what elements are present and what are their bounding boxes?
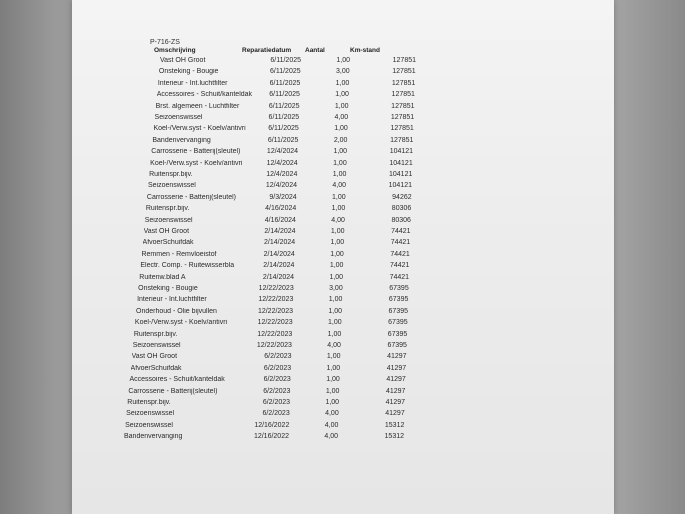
cell-quantity: 1,00	[332, 193, 346, 201]
cell-quantity: 4,00	[331, 216, 345, 224]
cell-description: Onderhoud - Olie bijvullen	[136, 307, 217, 315]
cell-quantity: 1,00	[330, 228, 345, 235]
cell-description: Seizoenswissel	[148, 182, 196, 190]
cell-description: Seizoenswissel	[132, 342, 181, 349]
cell-km: 74421	[390, 239, 411, 247]
cell-description: Bandenvervanging	[124, 433, 183, 441]
cell-quantity: 1,00	[335, 91, 349, 99]
cell-quantity: 1,00	[325, 387, 340, 395]
cell-description: Accessoires - Schuit/kanteldak	[129, 376, 225, 384]
cell-quantity: 3,00	[329, 285, 343, 292]
cell-description: Electr. Comp. - Ruitewisserbla	[140, 262, 235, 270]
cell-description: Koel-/Verw.syst - Koelv/antivri	[150, 159, 243, 167]
cell-quantity: 1,00	[335, 79, 350, 87]
cell-km: 127851	[390, 136, 414, 144]
cell-description: Vast OH Groot	[143, 228, 190, 235]
table-row	[72, 194, 614, 204]
cell-date: 12/22/2023	[258, 285, 294, 292]
header-quantity: Aantal	[305, 47, 325, 54]
cell-date: 6/11/2025	[270, 68, 301, 76]
cell-km: 104121	[389, 171, 413, 178]
table-row	[72, 388, 614, 398]
cell-description: Onsteking - Bougie	[138, 285, 198, 292]
table-row	[72, 308, 614, 318]
cell-date: 2/14/2024	[264, 239, 296, 247]
table-row	[72, 365, 614, 375]
table-row	[72, 410, 614, 420]
cell-description: Bandenvervanging	[152, 136, 211, 144]
cell-description: Interieur - Int.luchtfilter	[137, 296, 207, 304]
cell-km: 41297	[386, 364, 407, 372]
cell-km: 127851	[391, 91, 415, 99]
cell-km: 127851	[390, 114, 415, 121]
cell-quantity: 1,00	[325, 399, 340, 406]
cell-km: 15312	[384, 421, 405, 429]
table-row	[72, 433, 614, 443]
cell-km: 104121	[388, 182, 412, 190]
cell-description: Seizoenswissel	[125, 421, 173, 429]
cell-date: 6/11/2025	[268, 102, 300, 110]
cell-date: 4/16/2024	[265, 205, 297, 213]
cell-km: 15312	[384, 433, 404, 441]
cell-quantity: 2,00	[333, 136, 348, 144]
cell-km: 74421	[389, 273, 410, 281]
cell-description: Koel-/Verw.syst - Koelv/antivri	[153, 125, 246, 133]
table-row	[72, 137, 614, 147]
cell-quantity: 4,00	[334, 114, 349, 121]
cell-date: 6/11/2025	[269, 79, 301, 87]
cell-quantity: 1,00	[336, 57, 350, 64]
cell-quantity: 1,00	[332, 171, 347, 178]
cell-date: 6/2/2023	[262, 399, 291, 406]
cell-quantity: 1,00	[329, 273, 344, 281]
cell-description: AfvoerSchuifdak	[130, 364, 182, 372]
cell-date: 12/22/2023	[258, 296, 294, 304]
cell-km: 41297	[386, 376, 406, 384]
maintenance-history-document	[72, 0, 614, 514]
cell-km: 94262	[392, 193, 412, 201]
cell-km: 74421	[389, 262, 410, 270]
cell-date: 12/4/2024	[266, 159, 298, 167]
table-row	[72, 274, 614, 284]
cell-date: 6/2/2023	[263, 364, 292, 372]
cell-quantity: 1,00	[333, 148, 348, 156]
table-row	[72, 239, 614, 249]
table-row	[72, 103, 614, 113]
cell-description: Accessoires - Schuit/kanteldak	[156, 91, 253, 99]
cell-description: Carrosserie - Batterij(sleutel)	[151, 148, 241, 156]
cell-quantity: 1,00	[328, 307, 342, 315]
license-plate: P-716-ZS	[150, 39, 180, 46]
table-row	[72, 80, 614, 90]
cell-description: Vast OH Groot	[131, 353, 178, 361]
cell-km: 127851	[391, 102, 415, 110]
header-description: Omschrijving	[154, 47, 196, 54]
cell-date: 12/16/2022	[254, 421, 290, 429]
cell-quantity: 3,00	[336, 68, 350, 76]
table-row	[72, 125, 614, 135]
cell-description: Ruitenspr.bijv.	[149, 171, 193, 178]
cell-km: 67395	[388, 296, 409, 304]
cell-date: 9/3/2024	[269, 193, 297, 201]
table-row	[72, 228, 614, 238]
cell-km: 41297	[385, 410, 405, 418]
cell-date: 6/11/2025	[269, 91, 300, 99]
table-row	[72, 217, 614, 227]
table-row	[72, 114, 614, 124]
cell-km: 127851	[392, 68, 416, 76]
cell-km: 104121	[389, 148, 414, 156]
cell-quantity: 4,00	[324, 421, 339, 429]
cell-description: Ruitenspr.bijv.	[133, 330, 178, 338]
cell-date: 12/22/2023	[256, 342, 292, 349]
table-row	[72, 376, 614, 386]
cell-quantity: 1,00	[327, 330, 342, 338]
cell-date: 12/4/2024	[265, 182, 297, 190]
cell-date: 2/14/2024	[263, 262, 295, 270]
cell-quantity: 1,00	[326, 364, 341, 372]
cell-date: 6/11/2025	[268, 125, 299, 133]
cell-description: Interieur - Int.luchtfilter	[157, 79, 228, 87]
cell-description: Carrosserie - Batterij(sleutel)	[128, 387, 218, 395]
cell-quantity: 4,00	[325, 410, 339, 418]
cell-quantity: 1,00	[328, 319, 342, 327]
table-row	[72, 399, 614, 409]
table-row	[72, 296, 614, 306]
cell-km: 127851	[390, 125, 414, 133]
cell-quantity: 1,00	[328, 296, 343, 304]
table-row	[72, 91, 614, 101]
cell-description: Ruitenw.blad A	[139, 273, 186, 281]
table-row	[72, 353, 614, 363]
cell-description: Onsteking - Bougie	[158, 68, 219, 76]
cell-date: 4/16/2024	[264, 216, 296, 224]
header-date: Reparatiedatum	[242, 47, 292, 54]
cell-description: Carrosserie - Batterij(sleutel)	[146, 193, 236, 201]
cell-quantity: 4,00	[324, 433, 338, 441]
cell-date: 6/2/2023	[264, 353, 292, 361]
table-row	[72, 148, 614, 158]
cell-date: 6/2/2023	[263, 376, 291, 384]
cell-date: 12/22/2023	[257, 330, 293, 338]
cell-km: 67395	[387, 330, 408, 338]
table-row	[72, 182, 614, 192]
table-row	[72, 171, 614, 181]
cell-date: 12/22/2023	[257, 307, 293, 315]
cell-description: Brst. algemeen - Luchtfilter	[155, 102, 240, 110]
cell-date: 2/14/2024	[263, 250, 295, 258]
table-row	[72, 319, 614, 329]
cell-km: 41297	[385, 399, 406, 406]
cell-quantity: 4,00	[327, 342, 341, 349]
table-row	[72, 422, 614, 432]
cell-date: 12/4/2024	[266, 148, 299, 156]
cell-km: 127851	[392, 57, 416, 64]
cell-date: 6/2/2023	[262, 410, 290, 418]
cell-quantity: 1,00	[330, 239, 345, 247]
table-row	[72, 331, 614, 341]
cell-date: 12/22/2023	[257, 319, 293, 327]
cell-quantity: 1,00	[329, 262, 344, 270]
table-row	[72, 262, 614, 272]
table-row	[72, 285, 614, 295]
cell-date: 6/11/2025	[270, 57, 301, 64]
cell-description: Seizoenswissel	[144, 216, 193, 224]
cell-description: Ruitenspr.bijv.	[127, 399, 171, 406]
cell-description: Seizoenswissel	[154, 114, 203, 121]
cell-quantity: 1,00	[334, 125, 348, 133]
header-km: Km-stand	[350, 47, 380, 54]
cell-quantity: 4,00	[332, 182, 346, 190]
cell-description: AfvoerSchuifdak	[142, 239, 194, 247]
cell-quantity: 1,00	[326, 376, 340, 384]
cell-km: 67395	[387, 342, 407, 349]
cell-quantity: 1,00	[334, 102, 349, 110]
table-row	[72, 251, 614, 261]
cell-description: Ruitenspr.bijv.	[145, 205, 190, 213]
cell-quantity: 1,00	[330, 250, 344, 258]
table-row	[72, 342, 614, 352]
cell-km: 41297	[387, 353, 407, 361]
cell-quantity: 1,00	[333, 159, 347, 167]
cell-km: 74421	[391, 228, 411, 235]
cell-km: 80306	[391, 216, 411, 224]
cell-date: 12/16/2022	[253, 433, 289, 441]
cell-description: Koel-/Verw.syst - Koelv/antivri	[134, 319, 228, 327]
cell-quantity: 1,00	[331, 205, 346, 213]
table-row	[72, 160, 614, 170]
cell-km: 80306	[391, 205, 412, 213]
cell-km: 67395	[388, 319, 408, 327]
cell-km: 41297	[385, 387, 406, 395]
cell-km: 127851	[391, 79, 416, 87]
table-row	[72, 57, 614, 67]
cell-date: 6/11/2025	[268, 114, 300, 121]
cell-date: 2/14/2024	[264, 228, 296, 235]
cell-km: 67395	[389, 285, 409, 292]
table-row	[72, 205, 614, 215]
table-row	[72, 68, 614, 78]
cell-quantity: 1,00	[326, 353, 341, 361]
cell-date: 6/11/2025	[267, 136, 299, 144]
cell-date: 6/2/2023	[263, 387, 291, 395]
cell-date: 12/4/2024	[266, 171, 298, 178]
cell-description: Vast OH Groot	[160, 57, 206, 64]
paper-sheet	[72, 0, 614, 514]
cell-date: 2/14/2024	[262, 273, 295, 281]
cell-km: 67395	[388, 307, 408, 315]
cell-description: Remmen - Remvloeistof	[141, 250, 217, 258]
cell-km: 74421	[390, 250, 410, 258]
cell-description: Seizoenswissel	[126, 410, 175, 418]
cell-km: 104121	[389, 159, 413, 167]
